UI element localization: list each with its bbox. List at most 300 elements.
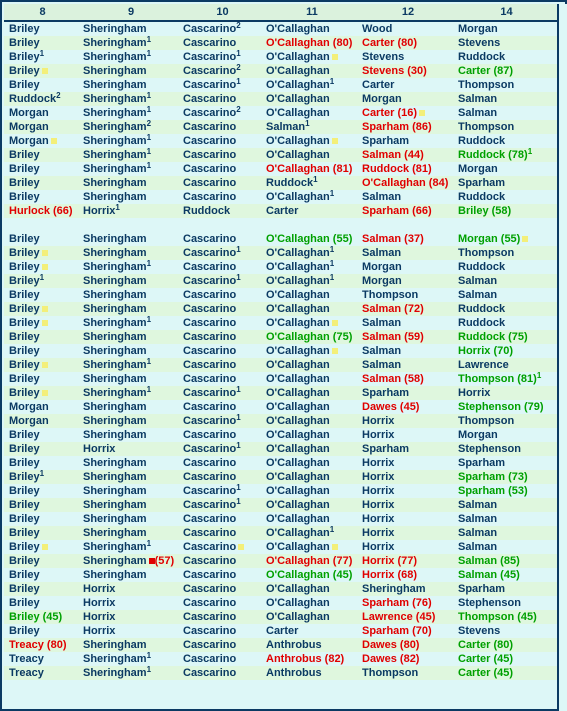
cell-text: Horrix xyxy=(458,387,491,399)
cell-text: Horrix xyxy=(362,527,395,539)
table-cell xyxy=(458,64,513,78)
table-cell xyxy=(458,316,505,330)
cell-text: Ruddock xyxy=(9,93,57,105)
cell-text: O'Callaghan xyxy=(266,541,330,553)
table-cell xyxy=(266,596,330,610)
cell-text: Sparham xyxy=(362,443,410,455)
table-cell xyxy=(83,526,147,540)
table-cell xyxy=(458,456,505,470)
cell-text: Morgan xyxy=(458,429,498,441)
table-cell xyxy=(362,512,394,526)
cell-text: Sheringham xyxy=(83,275,147,287)
cell-text: Ruddock xyxy=(458,51,506,63)
cell-text: Briley xyxy=(9,233,40,245)
table-cell xyxy=(83,302,147,316)
table-cell xyxy=(183,596,236,610)
cell-text: Sheringham xyxy=(83,471,147,483)
cell-text: Briley xyxy=(9,331,40,343)
cell-text: Cascarino xyxy=(183,527,237,539)
cell-text: Ruddock xyxy=(183,205,231,217)
table-cell xyxy=(362,582,426,596)
table-cell xyxy=(83,260,151,274)
table-cell xyxy=(83,484,147,498)
cell-text: Briley xyxy=(9,247,40,259)
table-row xyxy=(4,148,557,162)
cell-text: Horrix xyxy=(362,513,395,525)
cell-text: Briley xyxy=(9,513,40,525)
cell-text: Sheringham xyxy=(83,457,147,469)
cell-text: Cascarino xyxy=(183,149,237,161)
table-cell xyxy=(266,232,352,246)
cell-text: Carter (45) xyxy=(458,667,514,679)
cell-text: Horrix (70) xyxy=(458,345,514,357)
cell-text: Briley xyxy=(9,471,40,483)
table-cell xyxy=(183,22,241,36)
cell-text: Thompson (45) xyxy=(458,611,537,623)
table-cell xyxy=(362,330,424,344)
cell-text: Cascarino xyxy=(183,667,237,679)
cell-text: Sheringham xyxy=(83,289,147,301)
table-cell xyxy=(266,162,352,176)
cell-text: Briley xyxy=(9,303,40,315)
cell-text: Wood xyxy=(362,23,393,35)
table-cell xyxy=(458,582,505,596)
table-cell xyxy=(362,386,409,400)
table-cell xyxy=(362,358,401,372)
cell-text: Briley xyxy=(9,51,40,63)
cell-text: Cascarino xyxy=(183,233,237,245)
table-cell xyxy=(9,470,44,484)
cell-superscript: 1 xyxy=(313,175,318,184)
table-cell xyxy=(9,554,40,568)
table-cell xyxy=(458,120,514,134)
cell-text: Salman (85) xyxy=(458,555,520,567)
cell-text: Sheringham xyxy=(83,51,147,63)
cell-text: Sheringham xyxy=(83,499,147,511)
cell-superscript: 1 xyxy=(146,665,152,674)
cell-text: O'Callaghan xyxy=(266,513,330,525)
table-cell xyxy=(458,190,505,204)
cell-text: Carter xyxy=(266,205,299,217)
table-cell xyxy=(266,400,330,414)
cell-text: Sheringham xyxy=(83,667,147,679)
table-cell xyxy=(9,484,40,498)
cell-text: Sheringham xyxy=(83,303,147,315)
table-cell xyxy=(458,288,497,302)
table-row xyxy=(4,414,557,428)
table-cell xyxy=(83,512,147,526)
cell-text: Carter (80) xyxy=(362,37,418,49)
cell-text: Sheringham xyxy=(83,233,147,245)
cell-text: Morgan xyxy=(9,121,49,133)
table-cell xyxy=(266,582,330,596)
cell-text: Briley xyxy=(9,499,40,511)
table-cell xyxy=(458,92,497,106)
cell-text: Sheringham xyxy=(83,135,147,147)
table-row xyxy=(4,120,557,134)
cell-text: Dawes (45) xyxy=(362,401,420,413)
cell-text: Sheringham xyxy=(83,639,147,651)
cell-text: Cascarino xyxy=(183,401,237,413)
cell-superscript: 1 xyxy=(236,245,241,254)
table-row xyxy=(4,316,557,330)
table-row xyxy=(4,92,557,106)
cell-text: Horrix xyxy=(83,597,116,609)
cell-text: O'Callaghan xyxy=(266,317,330,329)
table-row xyxy=(4,274,557,288)
cell-superscript: 1 xyxy=(329,189,335,198)
table-cell xyxy=(458,428,498,442)
cell-text: O'Callaghan (81) xyxy=(266,163,353,175)
cell-text: Horrix xyxy=(362,485,395,497)
cell-text: Salman xyxy=(458,107,498,119)
table-cell xyxy=(183,134,236,148)
table-cell xyxy=(266,78,334,92)
table-cell xyxy=(183,36,236,50)
table-cell xyxy=(83,554,174,568)
cell-superscript: 1 xyxy=(146,357,152,366)
table-cell xyxy=(362,372,424,386)
cell-text: Sparham (66) xyxy=(362,205,432,217)
table-cell xyxy=(9,162,40,176)
table-row xyxy=(4,162,557,176)
table-cell xyxy=(183,302,236,316)
cell-text: Salman xyxy=(458,499,498,511)
yellow-marker-icon xyxy=(42,544,48,550)
cell-superscript: 2 xyxy=(236,63,241,72)
table-cell xyxy=(266,120,310,134)
cell-superscript: 1 xyxy=(146,315,152,324)
cell-text: Salman xyxy=(458,527,498,539)
cell-text: Salman xyxy=(458,541,498,553)
cell-text: Sheringham xyxy=(83,555,147,567)
cell-text: Cascarino xyxy=(183,345,237,357)
table-row xyxy=(4,400,557,414)
table-cell xyxy=(458,134,505,148)
table-cell xyxy=(266,288,330,302)
table-cell xyxy=(83,274,147,288)
table-cell xyxy=(266,64,330,78)
cell-text: Morgan xyxy=(458,23,498,35)
header-col-9: 9 xyxy=(127,6,135,18)
table-row xyxy=(4,484,557,498)
cell-text: Sparham xyxy=(458,177,506,189)
cell-text: Briley xyxy=(9,443,40,455)
table-row xyxy=(4,554,557,568)
yellow-marker-icon xyxy=(522,236,528,242)
cell-text: Sheringham xyxy=(83,387,147,399)
table-cell xyxy=(362,638,419,652)
table-cell xyxy=(266,176,318,190)
cell-text: O'Callaghan xyxy=(266,401,330,413)
cell-text: Sheringham xyxy=(83,121,147,133)
table-cell xyxy=(266,484,330,498)
cell-text: Morgan xyxy=(9,401,49,413)
table-cell xyxy=(183,540,244,554)
cell-superscript: 1 xyxy=(146,385,152,394)
cell-text: Ruddock xyxy=(458,135,506,147)
table-cell xyxy=(183,442,241,456)
cell-superscript: 1 xyxy=(329,77,335,86)
table-cell xyxy=(362,554,417,568)
table-row xyxy=(4,624,557,638)
table-cell xyxy=(458,302,505,316)
cell-text: Sheringham xyxy=(83,177,147,189)
table-cell xyxy=(83,36,151,50)
cell-text: Horrix xyxy=(362,457,395,469)
cell-text: Treacy xyxy=(9,667,44,679)
table-cell xyxy=(9,190,40,204)
cell-text: O'Callaghan (84) xyxy=(362,177,449,189)
table-cell xyxy=(9,582,40,596)
table-cell xyxy=(266,610,330,624)
cell-text: Sheringham xyxy=(362,583,426,595)
table-cell xyxy=(266,498,330,512)
table-cell xyxy=(83,540,151,554)
table-cell xyxy=(266,246,334,260)
table-cell xyxy=(458,624,500,638)
table-cell xyxy=(266,316,338,330)
cell-text: Ruddock xyxy=(458,317,506,329)
cell-text: Sheringham xyxy=(83,331,147,343)
cell-text: Cascarino xyxy=(183,163,237,175)
table-cell xyxy=(183,414,241,428)
yellow-marker-icon xyxy=(238,544,244,550)
cell-text: O'Callaghan xyxy=(266,359,330,371)
cell-suffix: (57) xyxy=(154,555,175,567)
cell-text: Lawrence (45) xyxy=(362,611,436,623)
table-row xyxy=(4,526,557,540)
cell-text: Anthrobus xyxy=(266,667,322,679)
table-cell xyxy=(266,652,344,666)
cell-text: O'Callaghan xyxy=(266,583,330,595)
table-cell xyxy=(183,274,241,288)
cell-text: Cascarino xyxy=(183,443,237,455)
table-cell xyxy=(183,582,236,596)
cell-text: O'Callaghan (80) xyxy=(266,37,353,49)
table-cell xyxy=(266,456,330,470)
table-cell xyxy=(183,498,241,512)
table-cell xyxy=(9,624,40,638)
table-row xyxy=(4,302,557,316)
cell-text: Briley xyxy=(9,387,40,399)
table-row xyxy=(4,134,557,148)
cell-text: O'Callaghan xyxy=(266,135,330,147)
table-cell xyxy=(458,554,520,568)
cell-text: Cascarino xyxy=(183,261,237,273)
table-row xyxy=(4,596,557,610)
table-cell xyxy=(362,92,402,106)
cell-text: Stephenson xyxy=(458,597,521,609)
table-cell xyxy=(458,148,532,162)
cell-text: Sparham (76) xyxy=(362,597,432,609)
table-cell xyxy=(183,288,236,302)
cell-text: O'Callaghan (75) xyxy=(266,331,353,343)
cell-text: Sheringham xyxy=(83,485,147,497)
table-cell xyxy=(183,470,236,484)
table-header xyxy=(4,4,557,22)
table-cell xyxy=(83,190,147,204)
cell-superscript: 2 xyxy=(236,105,241,114)
table-cell xyxy=(9,400,49,414)
table-cell xyxy=(83,134,151,148)
cell-text: Thompson xyxy=(458,79,515,91)
cell-text: Cascarino xyxy=(183,611,237,623)
cell-text: Salman (45) xyxy=(458,569,520,581)
table-row xyxy=(4,232,557,246)
yellow-marker-icon xyxy=(51,138,57,144)
cell-text: Briley xyxy=(9,485,40,497)
cell-text: Treacy (80) xyxy=(9,639,67,651)
cell-text: Carter xyxy=(362,79,395,91)
cell-text: Cascarino xyxy=(183,555,237,567)
cell-superscript: 1 xyxy=(536,371,542,380)
cell-text: Cascarino xyxy=(183,639,237,651)
cell-superscript: 1 xyxy=(146,147,152,156)
cell-superscript: 1 xyxy=(305,119,310,128)
table-cell xyxy=(183,64,241,78)
cell-text: O'Callaghan xyxy=(266,289,330,301)
table-cell xyxy=(266,442,330,456)
cell-text: Cascarino xyxy=(183,387,237,399)
cell-text: Salman xyxy=(362,359,402,371)
table-cell xyxy=(183,176,236,190)
table-cell xyxy=(9,36,40,50)
cell-text: O'Callaghan xyxy=(266,275,330,287)
table-row xyxy=(4,204,557,218)
yellow-marker-icon xyxy=(42,264,48,270)
cell-text: Horrix xyxy=(362,541,395,553)
table-cell xyxy=(266,36,352,50)
cell-superscript: 1 xyxy=(236,273,241,282)
table-cell xyxy=(362,484,394,498)
table-cell xyxy=(266,148,330,162)
table-cell xyxy=(458,344,513,358)
table-cell xyxy=(362,652,419,666)
cell-text: Cascarino xyxy=(183,429,237,441)
table-cell xyxy=(83,50,151,64)
table-cell xyxy=(183,372,236,386)
cell-text: Morgan xyxy=(362,261,402,273)
cell-text: Cascarino xyxy=(183,177,237,189)
cell-text: Salman xyxy=(362,317,402,329)
table-cell xyxy=(458,442,521,456)
cell-text: Carter (16) xyxy=(362,107,418,119)
table-cell xyxy=(183,106,241,120)
cell-text: Cascarino xyxy=(183,191,237,203)
cell-text: Sheringham xyxy=(83,149,147,161)
header-col-12: 12 xyxy=(401,6,415,18)
cell-text: O'Callaghan xyxy=(266,191,330,203)
header-col-10: 10 xyxy=(216,6,229,18)
table-cell xyxy=(183,526,236,540)
table-cell xyxy=(9,498,40,512)
table-cell xyxy=(9,442,40,456)
table-cell xyxy=(183,624,236,638)
table-cell xyxy=(183,344,236,358)
cell-text: O'Callaghan xyxy=(266,93,330,105)
cell-text: O'Callaghan xyxy=(266,457,330,469)
table-row xyxy=(4,190,557,204)
cell-text: Cascarino xyxy=(183,583,237,595)
table-cell xyxy=(183,316,236,330)
table-row xyxy=(4,428,557,442)
cell-text: O'Callaghan xyxy=(266,443,330,455)
table-cell xyxy=(183,400,236,414)
table-row xyxy=(4,288,557,302)
table-cell xyxy=(9,134,57,148)
table-cell xyxy=(183,568,236,582)
cell-text: O'Callaghan xyxy=(266,429,330,441)
cell-text: Horrix xyxy=(83,205,116,217)
cell-superscript: 1 xyxy=(146,133,152,142)
cell-text: Horrix xyxy=(83,443,116,455)
table-cell xyxy=(83,428,147,442)
table-cell xyxy=(362,288,418,302)
table-cell xyxy=(9,176,40,190)
cell-text: O'Callaghan xyxy=(266,387,330,399)
cell-text: Ruddock (81) xyxy=(362,163,432,175)
cell-text: Ruddock xyxy=(458,303,506,315)
cell-text: O'Callaghan xyxy=(266,247,330,259)
table-cell xyxy=(362,134,409,148)
table-cell xyxy=(183,666,236,680)
cell-text: Sparham (86) xyxy=(362,121,432,133)
table-cell xyxy=(458,400,544,414)
cell-superscript: 1 xyxy=(115,203,120,212)
table-cell xyxy=(9,148,40,162)
table-cell xyxy=(266,386,330,400)
table-cell xyxy=(183,512,236,526)
cell-text: Morgan xyxy=(9,135,49,147)
cell-text: O'Callaghan xyxy=(266,261,330,273)
cell-text: Horrix xyxy=(362,499,395,511)
table-cell xyxy=(362,414,394,428)
yellow-marker-icon xyxy=(332,544,338,550)
table-cell xyxy=(9,568,40,582)
table-cell xyxy=(83,400,147,414)
cell-text: Cascarino xyxy=(183,513,237,525)
cell-text: Sheringham xyxy=(83,401,147,413)
cell-text: Stevens xyxy=(458,625,501,637)
table-cell xyxy=(362,666,418,680)
table-cell xyxy=(183,330,236,344)
table-cell xyxy=(266,204,298,218)
table-cell xyxy=(266,428,330,442)
cell-text: Salman xyxy=(362,191,402,203)
cell-superscript: 1 xyxy=(236,483,241,492)
table-cell xyxy=(362,540,394,554)
cell-text: Briley xyxy=(9,317,40,329)
table-cell xyxy=(83,120,151,134)
cell-text: Briley xyxy=(9,65,40,77)
table-cell xyxy=(458,484,528,498)
cell-text: Briley xyxy=(9,541,40,553)
cell-text: Ruddock (78) xyxy=(458,149,528,161)
cell-text: Cascarino xyxy=(183,653,237,665)
table-cell xyxy=(266,92,330,106)
cell-text: Sparham xyxy=(458,583,506,595)
table-cell xyxy=(183,246,241,260)
cell-text: Salman xyxy=(266,121,306,133)
table-cell xyxy=(83,372,147,386)
cell-text: O'Callaghan xyxy=(266,485,330,497)
cell-text: O'Callaghan xyxy=(266,471,330,483)
cell-text: Briley xyxy=(9,149,40,161)
cell-superscript: 1 xyxy=(329,273,335,282)
cell-text: Briley xyxy=(9,569,40,581)
cell-superscript: 2 xyxy=(56,91,61,100)
